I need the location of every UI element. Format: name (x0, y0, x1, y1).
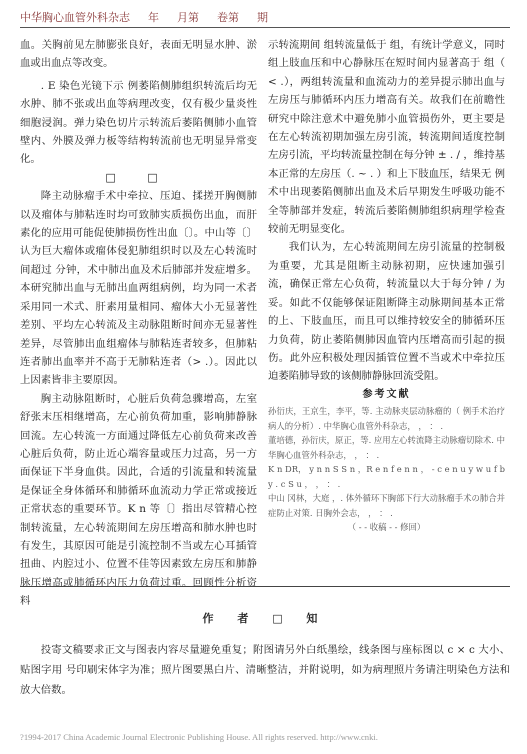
received-date: （ - - 收稿 - - 修回） (347, 522, 426, 533)
reference-item: 孙衍庆，王京生，李平，等. 主动脉夹层动脉瘤的（ 例手术治疗病人的分析）. 中华胸心血管外科杂志， ， ： . (268, 406, 505, 431)
reference-item: K n DR， y n n S S n ，R e n f e n n ， - c e n u y w u f b y . c S u ， ， ： . (268, 464, 505, 489)
running-header (20, 6, 510, 28)
header-year: 年 (148, 11, 159, 24)
right-column (268, 36, 505, 535)
header-month: 月第 (177, 11, 199, 24)
paragraph: 血。关胸前见左肺膨张良好，表面无明显水肿、淤血或出血点等改变。 (20, 39, 257, 70)
paragraph: 胸主动脉阻断时，心脏后负荷急骤增高，左室舒张末压相继增高，左心前负荷加重，影响肺静脉回流。左心转流一方面通过降低左心前负荷来改善心脏后负荷，防止近心端容量或压力过高，另一方面保证下半身血供。因此，合适的引流量和转流量是保证全身体循环和肺循环血流动力学正常或接近正常状态的重要环节。K n 等〔〕指出尽管精心控制转流量，左心转流期间左房压增高和肺水肿也时有发生，其原因可能是引流控制不当或左心耳插管扭曲、内腔过小、位置不佳等因素致左房压和肺静脉压增高或肺循环内压力负荷过重。回顾性分析资料 (20, 392, 257, 608)
header-rule (20, 27, 510, 28)
references-title: 参考文献 (362, 388, 411, 400)
reference-item: 董培德，孙衍庆，原正，等. 应用左心转流降主动脉瘤切除术. 中华胸心血管外科杂志， ， ： . (268, 435, 505, 460)
section-heading: □ □ (105, 170, 172, 184)
left-column (20, 36, 257, 611)
copyright-footer: ?1994-2017 China Academic Journal Electronic Publishing House. All rights reserved. http://www.cnki. (20, 732, 378, 742)
notice-title: 作 者 □ 知 (202, 612, 328, 625)
paragraph: 示转流期间 组转流量低于 组，有统计学意义，同时 组上肢血压和中心静脉压在短时间内显著高于 组（ < .），两组转流量和血流动力的差异提示肺出血与左房压与肺循环内压力增高有关。故我们在前瞻性研究中除注意术中避免肺小血管损伤外，更主要是在左心转流初期加强左房引流，转流期间适度控制左房引流，平均转流量控制在每分钟 ± . / ，维持基本正常的左房压（. ~ . ）和上下肢血压，结果无 例术中出现萎陷侧肺出血及术后早期发生呼吸功能不全等肺部并发症，转流后萎陷侧肺组织病理学检查较前无明显变化。 (268, 39, 505, 236)
notice-divider (20, 586, 510, 587)
reference-item: 中山 冈林，大庭 ，. 体外循环下胸部下行大动脉瘤手术の肺合并症防止对策. 日胸外会志， ， ： . (268, 493, 505, 518)
paragraph: . E 染色光镜下示 例萎陷侧肺组织转流后均无水肿、肺不张或出血等病理改变，仅有极少量炎性细胞浸润。弹力染色切片示转流后萎陷侧肺小血管壁内、外膜及弹力板等结构转流前也无明显异常变化。 (20, 79, 257, 166)
notice-text: 投寄文稿要求正文与图表内容尽量避免重复；附图请另外白纸墨绘，线条图与座标图以 c × c 大小、贴图字用 号印刷宋体字为准；照片图要黑白片、清晰整洁，并附说明，如为病理照片务请注明染色方法和放大倍数。 (20, 644, 510, 696)
journal-name: 中华胸心血管外科杂志 (20, 11, 130, 24)
notice-body (20, 640, 510, 700)
paragraph: 降主动脉瘤手术中牵拉、压迫、揉搓开胸侧肺以及瘤体与肺粘连时均可致肺实质损伤出血，而肝素化的应用可能促使肺损伤性出血〔〕。中山等〔〕认为巨大瘤体或瘤体侵犯肺组织时以及左心转流时间超过 分钟，术中肺出血及术后肺部并发症增多。本研究肺出血与无肺出血两组病例，均为同一术者采用同一术式、肝素用量相同、瘤体大小无显著性差别、平均左心转流及主动脉阻断时间亦无显著性差异，尽管肺出血组瘤体与肺粘连者较多，但肺粘连者肺出血率并不高于无肺粘连者（> .）。因此以上因素皆非主要原因。 (20, 190, 257, 387)
paragraph: 我们认为，左心转流期间左房引流量的控制极为重要，尤其是阻断主动脉初期，应快速加强引流，确保正常左心负荷，转流量以大于每分钟 / 为妥。如此不仅能够保证阻断降主动脉期间基本正常的上、下肢血压，而且可以维持较安全的肺循环压力负荷，防止萎陷侧肺因血管内压增高而引起的损伤。此外应积极处理因插管位置不当或术中牵拉压迫萎陷肺导致的该侧肺静脉回流受阻。 (268, 241, 505, 383)
header-issue: 期 (257, 11, 268, 24)
header-volume: 卷第 (217, 11, 239, 24)
